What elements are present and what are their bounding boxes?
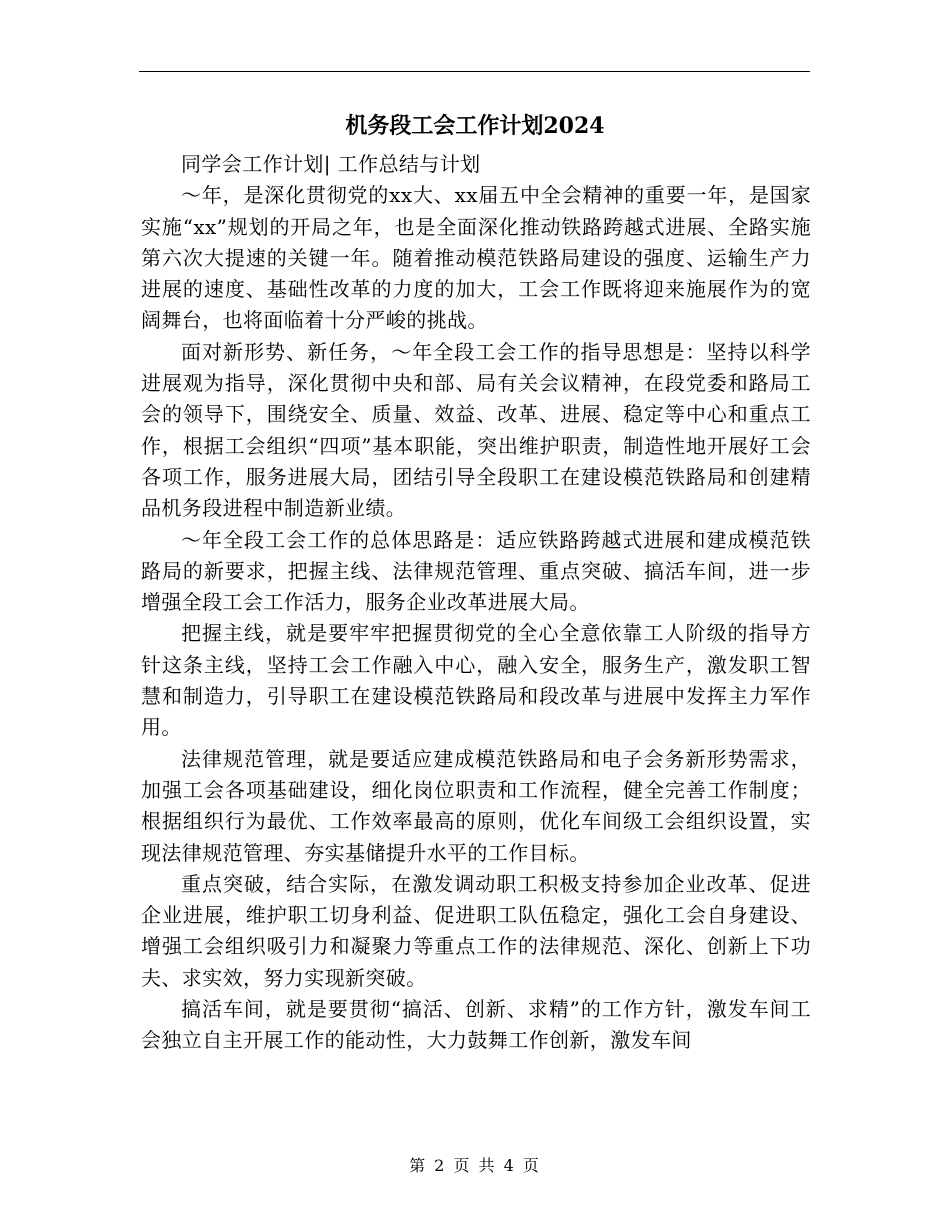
page-title: 机务段工会工作计划2024 (345, 113, 605, 139)
paragraph-main-line: 把握主线，就是要牢牢把握贯彻党的全心全意依靠工人阶级的指导方针这条主线，坚持工会工作融入中心，融入安全，服务生产，激发职工智慧和制造力，引导职工在建设模范铁路局和段改革与进展中发挥主力军作用。 (141, 621, 811, 740)
paragraph-standard-management: 法律规范管理，就是要适应建成模范铁路局和电子会务新形势需求，加强工会各项基础建设，细化岗位职责和工作流程，健全完善工作制度；根据组织行为最优、工作效率最高的原则，优化车间级工会组织设置，实现法律规范管理、夯实基储提升水平的工作目标。 (141, 746, 811, 865)
document-body (141, 149, 811, 1057)
header-rule (139, 71, 810, 72)
paragraph-workshop-vitality: 搞活车间，就是要贯彻“搞活、创新、求精”的工作方针，激发车间工会独立自主开展工作的能动性，大力鼓舞工作创新，激发车间 (141, 997, 811, 1053)
paragraph-guiding-thought: 面对新形势、新任务，～年全段工会工作的指导思想是：坚持以科学进展观为指导，深化贯彻中央和部、局有关会议精神，在段党委和路局工会的领导下，围绕安全、质量、效益、改革、进展、稳定等中心和重点工作，根据工会组织“四项”基本职能，突出维护职责，制造性地开展好工会各项工作，服务进展大局，团结引导全段职工在建设模范铁路局和创建精品机务段进程中制造新业绩。 (141, 339, 811, 521)
paragraph-intro: ～年，是深化贯彻党的xx大、xx届五中全会精神的重要一年，是国家实施“xx”规划的开局之年，也是全面深化推动铁路跨越式进展、全路实施第六次大提速的关键一年。随着推动模范铁路局建设的强度、运输生产力进展的速度、基础性改革的力度的加大，工会工作既将迎来施展作为的宽阔舞台，也将面临着十分严峻的挑战。 (141, 183, 811, 333)
page-number-footer: 第 2 页 共 4 页 (409, 1156, 541, 1175)
paragraph-overall-approach: ～年全段工会工作的总体思路是：适应铁路跨越式进展和建成模范铁路局的新要求，把握主线、法律规范管理、重点突破、搞活车间，进一步增强全段工会工作活力，服务企业改革进展大局。 (141, 527, 811, 615)
paragraph-key-breakthrough: 重点突破，结合实际，在激发调动职工积极支持参加企业改革、促进企业进展，维护职工切身利益、促进职工队伍稳定，强化工会自身建设、增强工会组织吸引力和凝聚力等重点工作的法律规范、深化、创新上下功夫、求实效，努力实现新突破。 (141, 871, 811, 990)
paragraph-subtitle: 同学会工作计划| 工作总结与计划 (181, 152, 481, 176)
